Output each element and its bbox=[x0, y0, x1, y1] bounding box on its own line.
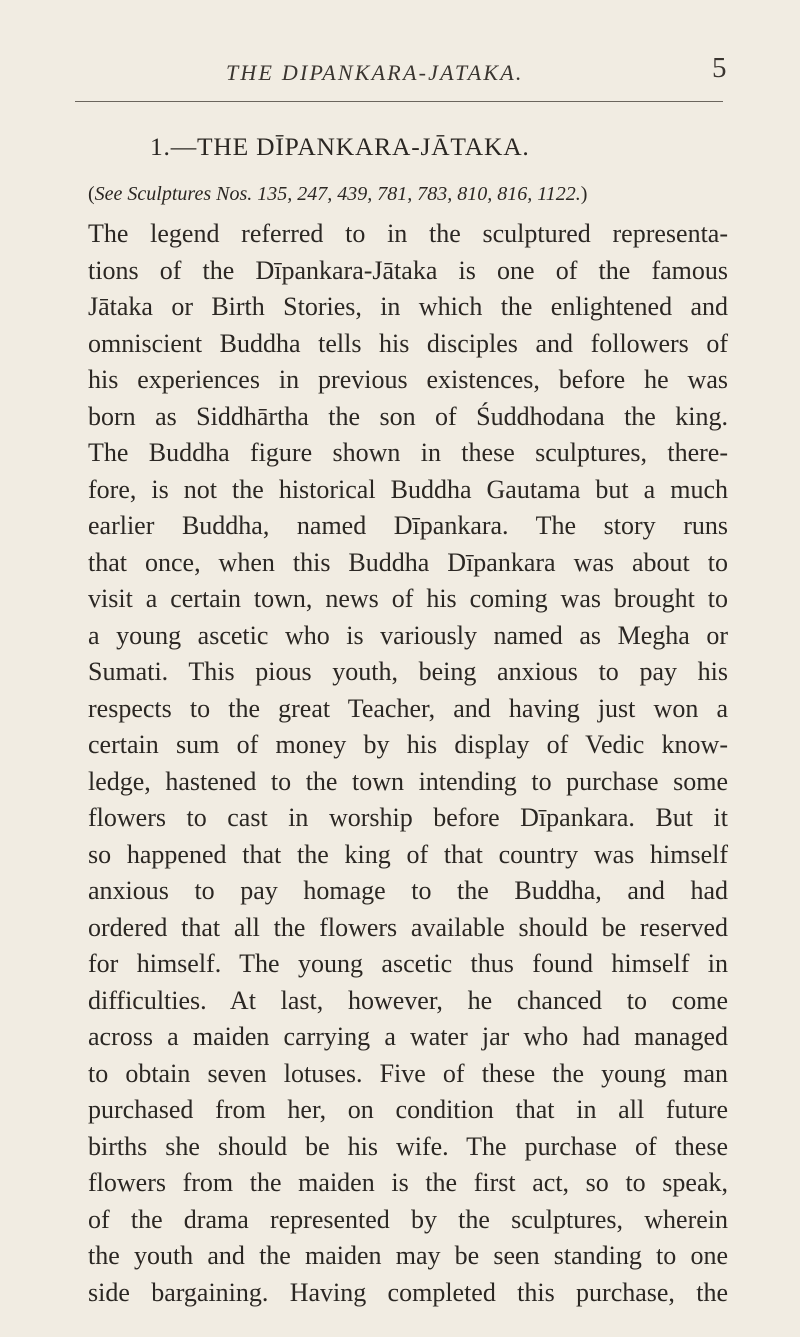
text-line: his experiences in previous existences, before he was bbox=[88, 365, 728, 394]
text-line: Jātaka or Birth Stories, in which the enlightened and bbox=[88, 292, 728, 321]
text-line: to obtain seven lotuses. Five of these the young man bbox=[88, 1058, 728, 1088]
text-line: flowers from the maiden is the first act, so to speak, bbox=[88, 1168, 728, 1197]
text-line: Sumati. This pious youth, being anxious to pay his bbox=[88, 657, 728, 686]
text-line: births she should be his wife. The purchase of these bbox=[88, 1131, 728, 1161]
text-line: respects to the great Teacher, and having just won a bbox=[88, 693, 728, 723]
text-line: The legend referred to in the sculptured representa- bbox=[88, 219, 728, 248]
text-line: visit a certain town, news of his coming was brought to bbox=[88, 584, 728, 613]
text-line: anxious to pay homage to the Buddha, and had bbox=[88, 876, 728, 905]
reference-text: See Sculptures Nos. 135, 247, 439, 781, 783, 810, 816, 1122. bbox=[94, 183, 581, 205]
running-title: THE DIPANKARA-JATAKA. bbox=[226, 60, 524, 85]
reference-close-paren: ) bbox=[580, 183, 588, 205]
text-line: that once, when this Buddha Dīpankara was about to bbox=[88, 547, 728, 577]
text-line: fore, is not the historical Buddha Gautama but a much bbox=[88, 474, 728, 504]
text-line: across a maiden carrying a water jar who had managed bbox=[88, 1022, 728, 1051]
text-line: a young ascetic who is variously named as Megha or bbox=[88, 620, 728, 650]
text-line: ledge, hastened to the town intending to purchase some bbox=[88, 766, 728, 796]
text-line: The Buddha figure shown in these sculptures, there- bbox=[88, 438, 728, 467]
text-line: certain sum of money by his display of Vedic know- bbox=[88, 730, 728, 759]
text-line: so happened that the king of that country was himself bbox=[88, 839, 728, 869]
text-line: for himself. The young ascetic thus found himself in bbox=[88, 949, 728, 978]
text-line: difficulties. At last, however, he chanced to come bbox=[88, 985, 728, 1015]
running-head bbox=[0, 52, 800, 100]
text-line: tions of the Dīpankara-Jātaka is one of the famous bbox=[88, 255, 728, 285]
text-line: ordered that all the flowers available should be reserved bbox=[88, 912, 728, 942]
text-line: side bargaining. Having completed this purchase, the bbox=[88, 1277, 728, 1307]
text-line: omniscient Buddha tells his disciples and followers of bbox=[88, 328, 728, 358]
text-line: of the drama represented by the sculptures, wherein bbox=[88, 1204, 728, 1234]
text-line: flowers to cast in worship before Dīpankara. But it bbox=[88, 803, 728, 832]
text-line: the youth and the maiden may be seen standing to one bbox=[88, 1241, 728, 1270]
body-text bbox=[88, 216, 728, 1311]
text-line: born as Siddhārtha the son of Śuddhodana the king. bbox=[88, 401, 728, 431]
chapter-heading: 1.—THE DĪPANKARA-JĀTAKA. bbox=[150, 132, 530, 161]
header-rule bbox=[75, 101, 723, 102]
text-line: earlier Buddha, named Dīpankara. The story runs bbox=[88, 511, 728, 540]
sculpture-reference bbox=[88, 183, 587, 206]
reference-open-paren: ( bbox=[88, 183, 95, 205]
page-number: 5 bbox=[712, 52, 727, 84]
text-line: purchased from her, on condition that in all future bbox=[88, 1095, 728, 1124]
